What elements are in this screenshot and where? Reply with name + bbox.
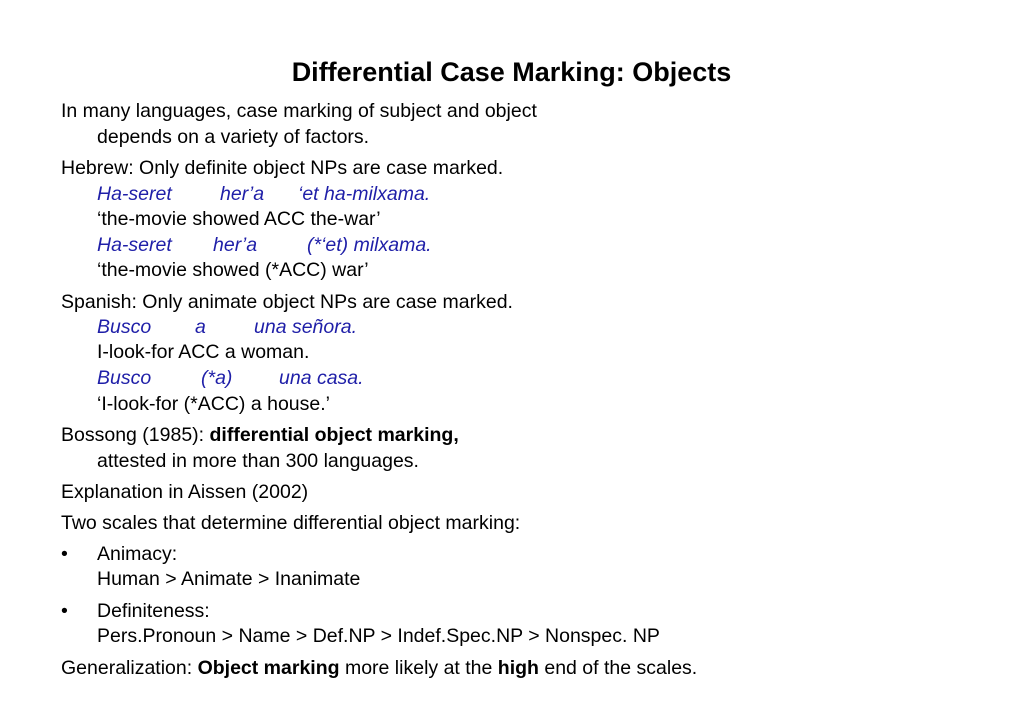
example-word: (*‘et) milxama.: [307, 234, 432, 256]
explanation-line: Explanation in Aissen (2002): [61, 481, 309, 503]
animacy-label: Animacy:: [97, 543, 178, 565]
hebrew-heading: Hebrew: Only definite object NPs are case marked.: [61, 157, 504, 179]
example-word: her’a: [220, 183, 265, 205]
bossong-citation: Bossong (1985):: [61, 424, 210, 446]
intro-line-1: In many languages, case marking of subject and object: [61, 100, 537, 122]
bullet-marker: •: [61, 600, 68, 622]
example-word: una casa.: [279, 367, 364, 389]
example-word: a: [195, 316, 206, 338]
generalization-prefix: Generalization:: [61, 657, 198, 679]
generalization-line: [61, 656, 697, 680]
animacy-scale: Human > Animate > Inanimate: [97, 568, 361, 590]
example-word: her’a: [213, 234, 258, 256]
bossong-line-2: attested in more than 300 languages.: [97, 450, 419, 472]
generalization-bold-2: high: [497, 657, 539, 679]
spanish-gloss-2: ‘I-look-for (*ACC) a house.’: [97, 393, 330, 415]
example-word: Ha-seret: [97, 234, 172, 256]
bossong-line-1: [61, 423, 459, 447]
scales-intro-line: Two scales that determine differential object marking:: [61, 512, 521, 534]
spanish-gloss-1: I-look-for ACC a woman.: [97, 341, 310, 363]
example-word: Busco: [97, 367, 152, 389]
intro-line-2: depends on a variety of factors.: [97, 126, 370, 148]
bullet-marker: •: [61, 543, 68, 565]
definiteness-label: Definiteness:: [97, 600, 210, 622]
example-word: (*a): [201, 367, 233, 389]
example-word: una señora.: [254, 316, 357, 338]
generalization-middle: more likely at the: [339, 657, 498, 679]
hebrew-gloss-2: ‘the-movie showed (*ACC) war’: [97, 259, 369, 281]
example-word: Ha-seret: [97, 183, 172, 205]
hebrew-gloss-1: ‘the-movie showed ACC the-war’: [97, 208, 381, 230]
spanish-heading: Spanish: Only animate object NPs are case marked.: [61, 291, 513, 313]
example-word: Busco: [97, 316, 152, 338]
example-word: ‘et ha-milxama.: [298, 183, 431, 205]
generalization-suffix: end of the scales.: [538, 657, 698, 679]
definiteness-scale: Pers.Pronoun > Name > Def.NP > Indef.Spec.NP > Nonspec. NP: [97, 625, 660, 647]
generalization-bold-1: Object marking: [197, 657, 340, 679]
slide-title: Differential Case Marking: Objects: [291, 57, 732, 87]
bossong-term: differential object marking,: [209, 424, 459, 446]
